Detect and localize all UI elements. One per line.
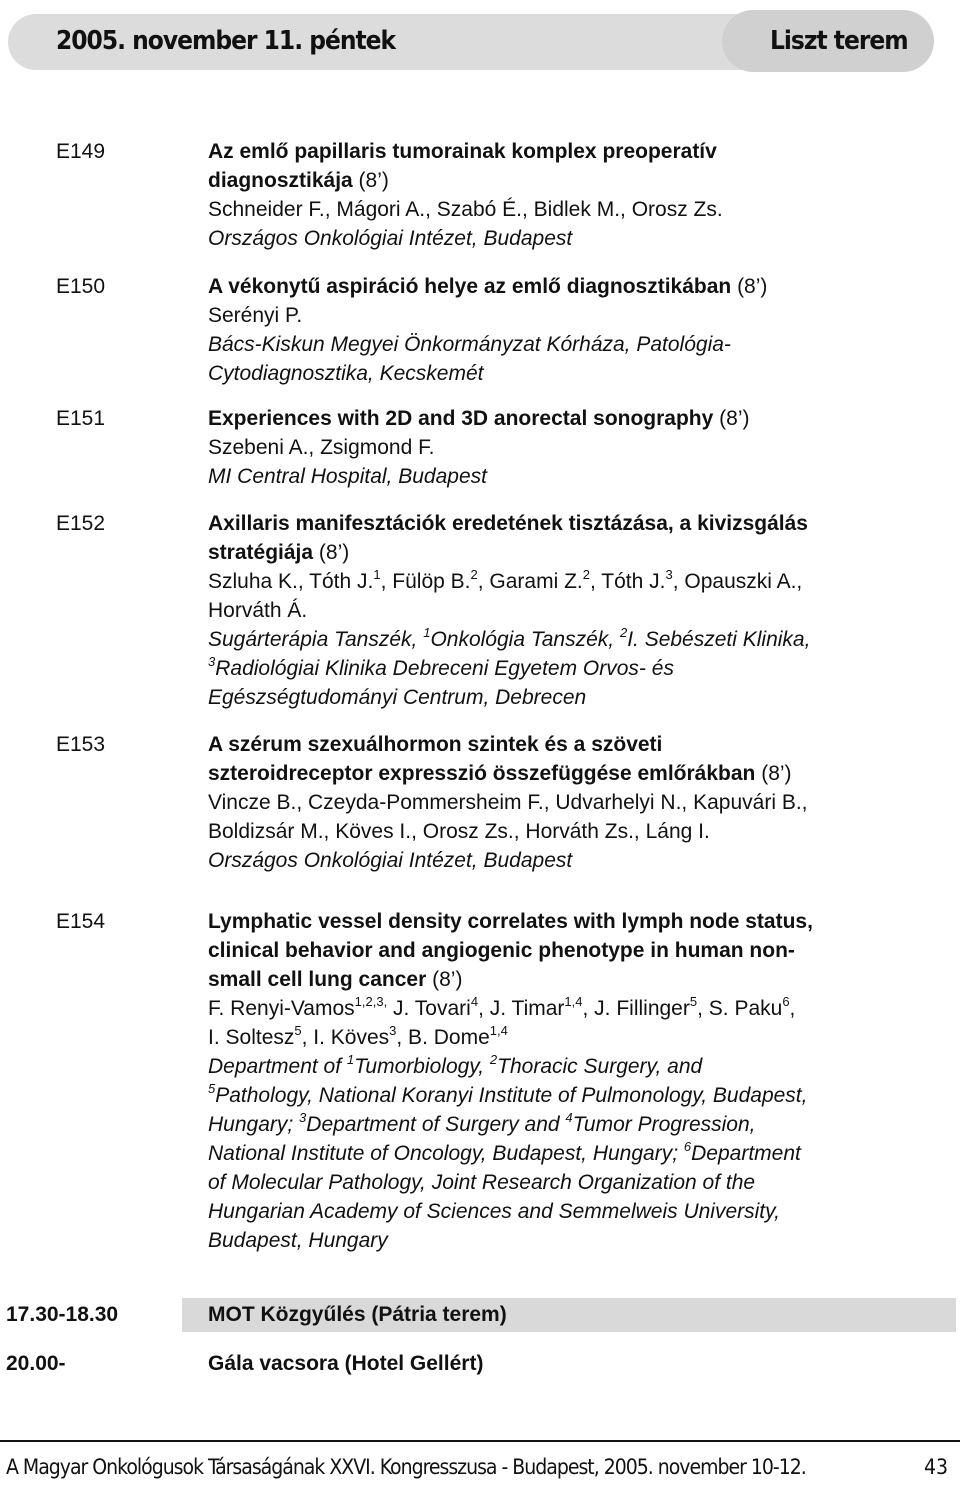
abstract-authors-line: Schneider F., Mágori A., Szabó É., Bidlek M., Orosz Zs.	[208, 198, 723, 221]
text-segment: , J. Fillinger	[582, 997, 690, 1020]
abstract-code: E152	[56, 512, 106, 535]
abstract-duration: (8’)	[737, 275, 768, 298]
abstract-institution-line	[208, 1110, 948, 1139]
text-segment: Thoracic Surgery, and	[497, 1055, 703, 1078]
superscript-ref: 5	[294, 1023, 302, 1038]
abstract-duration: (8’)	[318, 541, 350, 564]
superscript-ref: 4	[565, 1110, 573, 1125]
abstract-title-line	[208, 936, 948, 965]
abstract-body	[208, 137, 948, 253]
abstract-code: E154	[56, 910, 106, 933]
abstract-institution-line	[208, 1081, 948, 1110]
abstract-institution-line: Budapest, Hungary	[208, 1229, 388, 1252]
footer-rule	[0, 1440, 960, 1442]
header-room: Liszt terem	[770, 26, 908, 56]
superscript-ref: 1	[373, 567, 381, 582]
abstract-title-line	[208, 730, 948, 759]
text-segment: I. Sebészeti Klinika,	[627, 628, 811, 651]
abstract-title-line	[208, 272, 948, 301]
abstract-title-line	[208, 137, 948, 166]
text-segment: Hungary;	[208, 1113, 300, 1136]
text-segment: , Tóth J.	[589, 570, 666, 593]
abstract-code: E153	[56, 733, 106, 756]
abstract-body	[208, 404, 948, 491]
text-segment: , I. Köves	[301, 1026, 390, 1049]
text-segment: Department of	[208, 1055, 347, 1078]
abstract-authors-line: Boldizsár M., Köves I., Orosz Zs., Horváth Zs., Láng I.	[208, 820, 710, 843]
abstract-title-line	[208, 166, 948, 195]
text-segment: Tumor Progression,	[572, 1113, 756, 1136]
abstract-body	[208, 907, 948, 1255]
abstract-title-line	[208, 907, 948, 936]
superscript-ref: 3	[389, 1023, 397, 1038]
superscript-ref: 1,2,3,	[354, 994, 388, 1009]
superscript-ref: 2	[489, 1052, 498, 1067]
abstract-title-line	[208, 509, 948, 538]
abstract-authors-line: Vincze B., Czeyda-Pommersheim F., Udvarhelyi N., Kapuvári B.,	[208, 791, 808, 814]
abstract-authors-line	[208, 994, 948, 1023]
abstract-title-text: szteroidreceptor expresszió összefüggése emlőrákban	[208, 762, 756, 785]
text-segment: , J. Timar	[478, 997, 565, 1020]
text-segment: Sugárterápia Tanszék,	[208, 628, 424, 651]
abstract-title-text: stratégiája	[208, 541, 314, 564]
abstract-institution-line: Országos Onkológiai Intézet, Budapest	[208, 849, 573, 872]
abstract-body	[208, 509, 948, 712]
superscript-ref: 6	[782, 994, 790, 1009]
text-segment: , Fülöp B.	[380, 570, 471, 593]
text-segment: National Institute of Oncology, Budapest, Hungary;	[208, 1142, 684, 1165]
abstract-institution-line: Cytodiagnosztika, Kecskemét	[208, 362, 484, 385]
abstract-authors-line	[208, 1023, 948, 1052]
abstract-authors-line: Szebeni A., Zsigmond F.	[208, 436, 435, 459]
schedule-title: MOT Közgyűlés (Pátria terem)	[208, 1303, 507, 1326]
abstract-duration: (8’)	[761, 762, 792, 785]
superscript-ref: 5	[689, 994, 698, 1009]
abstract-title-text: small cell lung cancer	[208, 968, 427, 991]
abstract-institution-line	[208, 1052, 948, 1081]
text-segment: Onkológia Tanszék,	[430, 628, 620, 651]
abstract-authors-line: Horváth Á.	[208, 599, 308, 622]
abstract-institution-line: of Molecular Pathology, Joint Research Organization of the	[208, 1171, 756, 1194]
text-segment: Radiológiai Klinika Debreceni Egyetem Orvos- és	[215, 657, 674, 680]
text-segment: Pathology, National Koranyi Institute of Pulmonology, Budapest,	[215, 1084, 808, 1107]
abstract-title-line	[208, 404, 948, 433]
header-date: 2005. november 11. péntek	[56, 26, 396, 56]
superscript-ref: 3	[665, 567, 673, 582]
abstract-title-text: Lymphatic vessel density correlates with lymph node status,	[208, 910, 813, 933]
abstract-body	[208, 272, 948, 388]
abstract-title-text: clinical behavior and angiogenic phenotype in human non-	[208, 939, 795, 962]
abstract-duration: (8’)	[432, 968, 463, 991]
text-segment: Department of Surgery and	[306, 1113, 566, 1136]
superscript-ref: 6	[683, 1139, 692, 1154]
abstract-title-text: Experiences with 2D and 3D anorectal sonography	[208, 407, 714, 430]
superscript-ref: 3	[208, 654, 216, 669]
abstract-code: E151	[56, 407, 106, 430]
abstract-institution-line: Egészségtudományi Centrum, Debrecen	[208, 686, 587, 709]
text-segment: Tumorbiology,	[354, 1055, 490, 1078]
superscript-ref: 1	[346, 1052, 355, 1067]
text-segment: , B. Dome	[396, 1026, 490, 1049]
abstract-institution-line: Bács-Kiskun Megyei Önkormányzat Kórháza, Patológia-	[208, 333, 731, 356]
abstract-authors-line: Serényi P.	[208, 304, 303, 327]
page-number: 43	[923, 1455, 948, 1479]
schedule-time: 20.00-	[6, 1352, 66, 1375]
superscript-ref: 3	[299, 1110, 307, 1125]
superscript-ref: 1	[423, 625, 431, 640]
schedule-title: Gála vacsora (Hotel Gellért)	[208, 1352, 484, 1375]
abstract-institution-line: Hungarian Academy of Sciences and Semmelweis University,	[208, 1200, 780, 1223]
footer-text: A Magyar Onkológusok Társaságának XXVI. Kongresszusa - Budapest, 2005. november 10-12.	[6, 1455, 806, 1479]
text-segment: Szluha K., Tóth J.	[208, 570, 374, 593]
text-segment: ,	[789, 997, 796, 1020]
superscript-ref: 1,4	[489, 1023, 508, 1038]
abstract-title-text: diagnosztikája	[208, 169, 353, 192]
superscript-ref: 2	[582, 567, 590, 582]
superscript-ref: 4	[470, 994, 479, 1009]
abstract-institution-line	[208, 625, 948, 654]
abstract-code: E149	[56, 140, 106, 163]
abstract-institution-line	[208, 1139, 948, 1168]
schedule-time: 17.30-18.30	[6, 1303, 119, 1326]
abstract-title-text: A vékonytű aspiráció helye az emlő diagnosztikában	[208, 275, 732, 298]
abstract-authors-line	[208, 567, 948, 596]
superscript-ref: 2	[470, 567, 478, 582]
text-segment: I. Soltesz	[208, 1026, 295, 1049]
abstract-title-text: Axillaris manifesztációk eredetének tisztázása, a kivizsgálás	[208, 512, 808, 535]
abstract-code: E150	[56, 275, 106, 298]
text-segment: , S. Paku	[697, 997, 783, 1020]
text-segment: , Opauszki A.,	[672, 570, 803, 593]
abstract-institution-line: MI Central Hospital, Budapest	[208, 465, 487, 488]
text-segment: , Garami Z.	[477, 570, 583, 593]
abstract-title-line	[208, 538, 948, 567]
abstract-duration: (8’)	[719, 407, 750, 430]
abstract-title-text: A szérum szexuálhormon szintek és a szöveti	[208, 733, 663, 756]
superscript-ref: 1,4	[564, 994, 583, 1009]
abstract-title-line	[208, 965, 948, 994]
abstract-body	[208, 730, 948, 875]
abstract-title-line	[208, 759, 948, 788]
text-segment: J. Tovari	[387, 997, 471, 1020]
superscript-ref: 5	[208, 1081, 216, 1096]
text-segment: F. Renyi-Vamos	[208, 997, 355, 1020]
abstract-title-text: Az emlő papillaris tumorainak komplex preoperatív	[208, 140, 717, 163]
abstract-institution-line: Országos Onkológiai Intézet, Budapest	[208, 227, 573, 250]
text-segment: Department	[691, 1142, 801, 1165]
abstract-institution-line	[208, 654, 948, 683]
abstract-duration: (8’)	[358, 169, 389, 192]
superscript-ref: 2	[619, 625, 628, 640]
